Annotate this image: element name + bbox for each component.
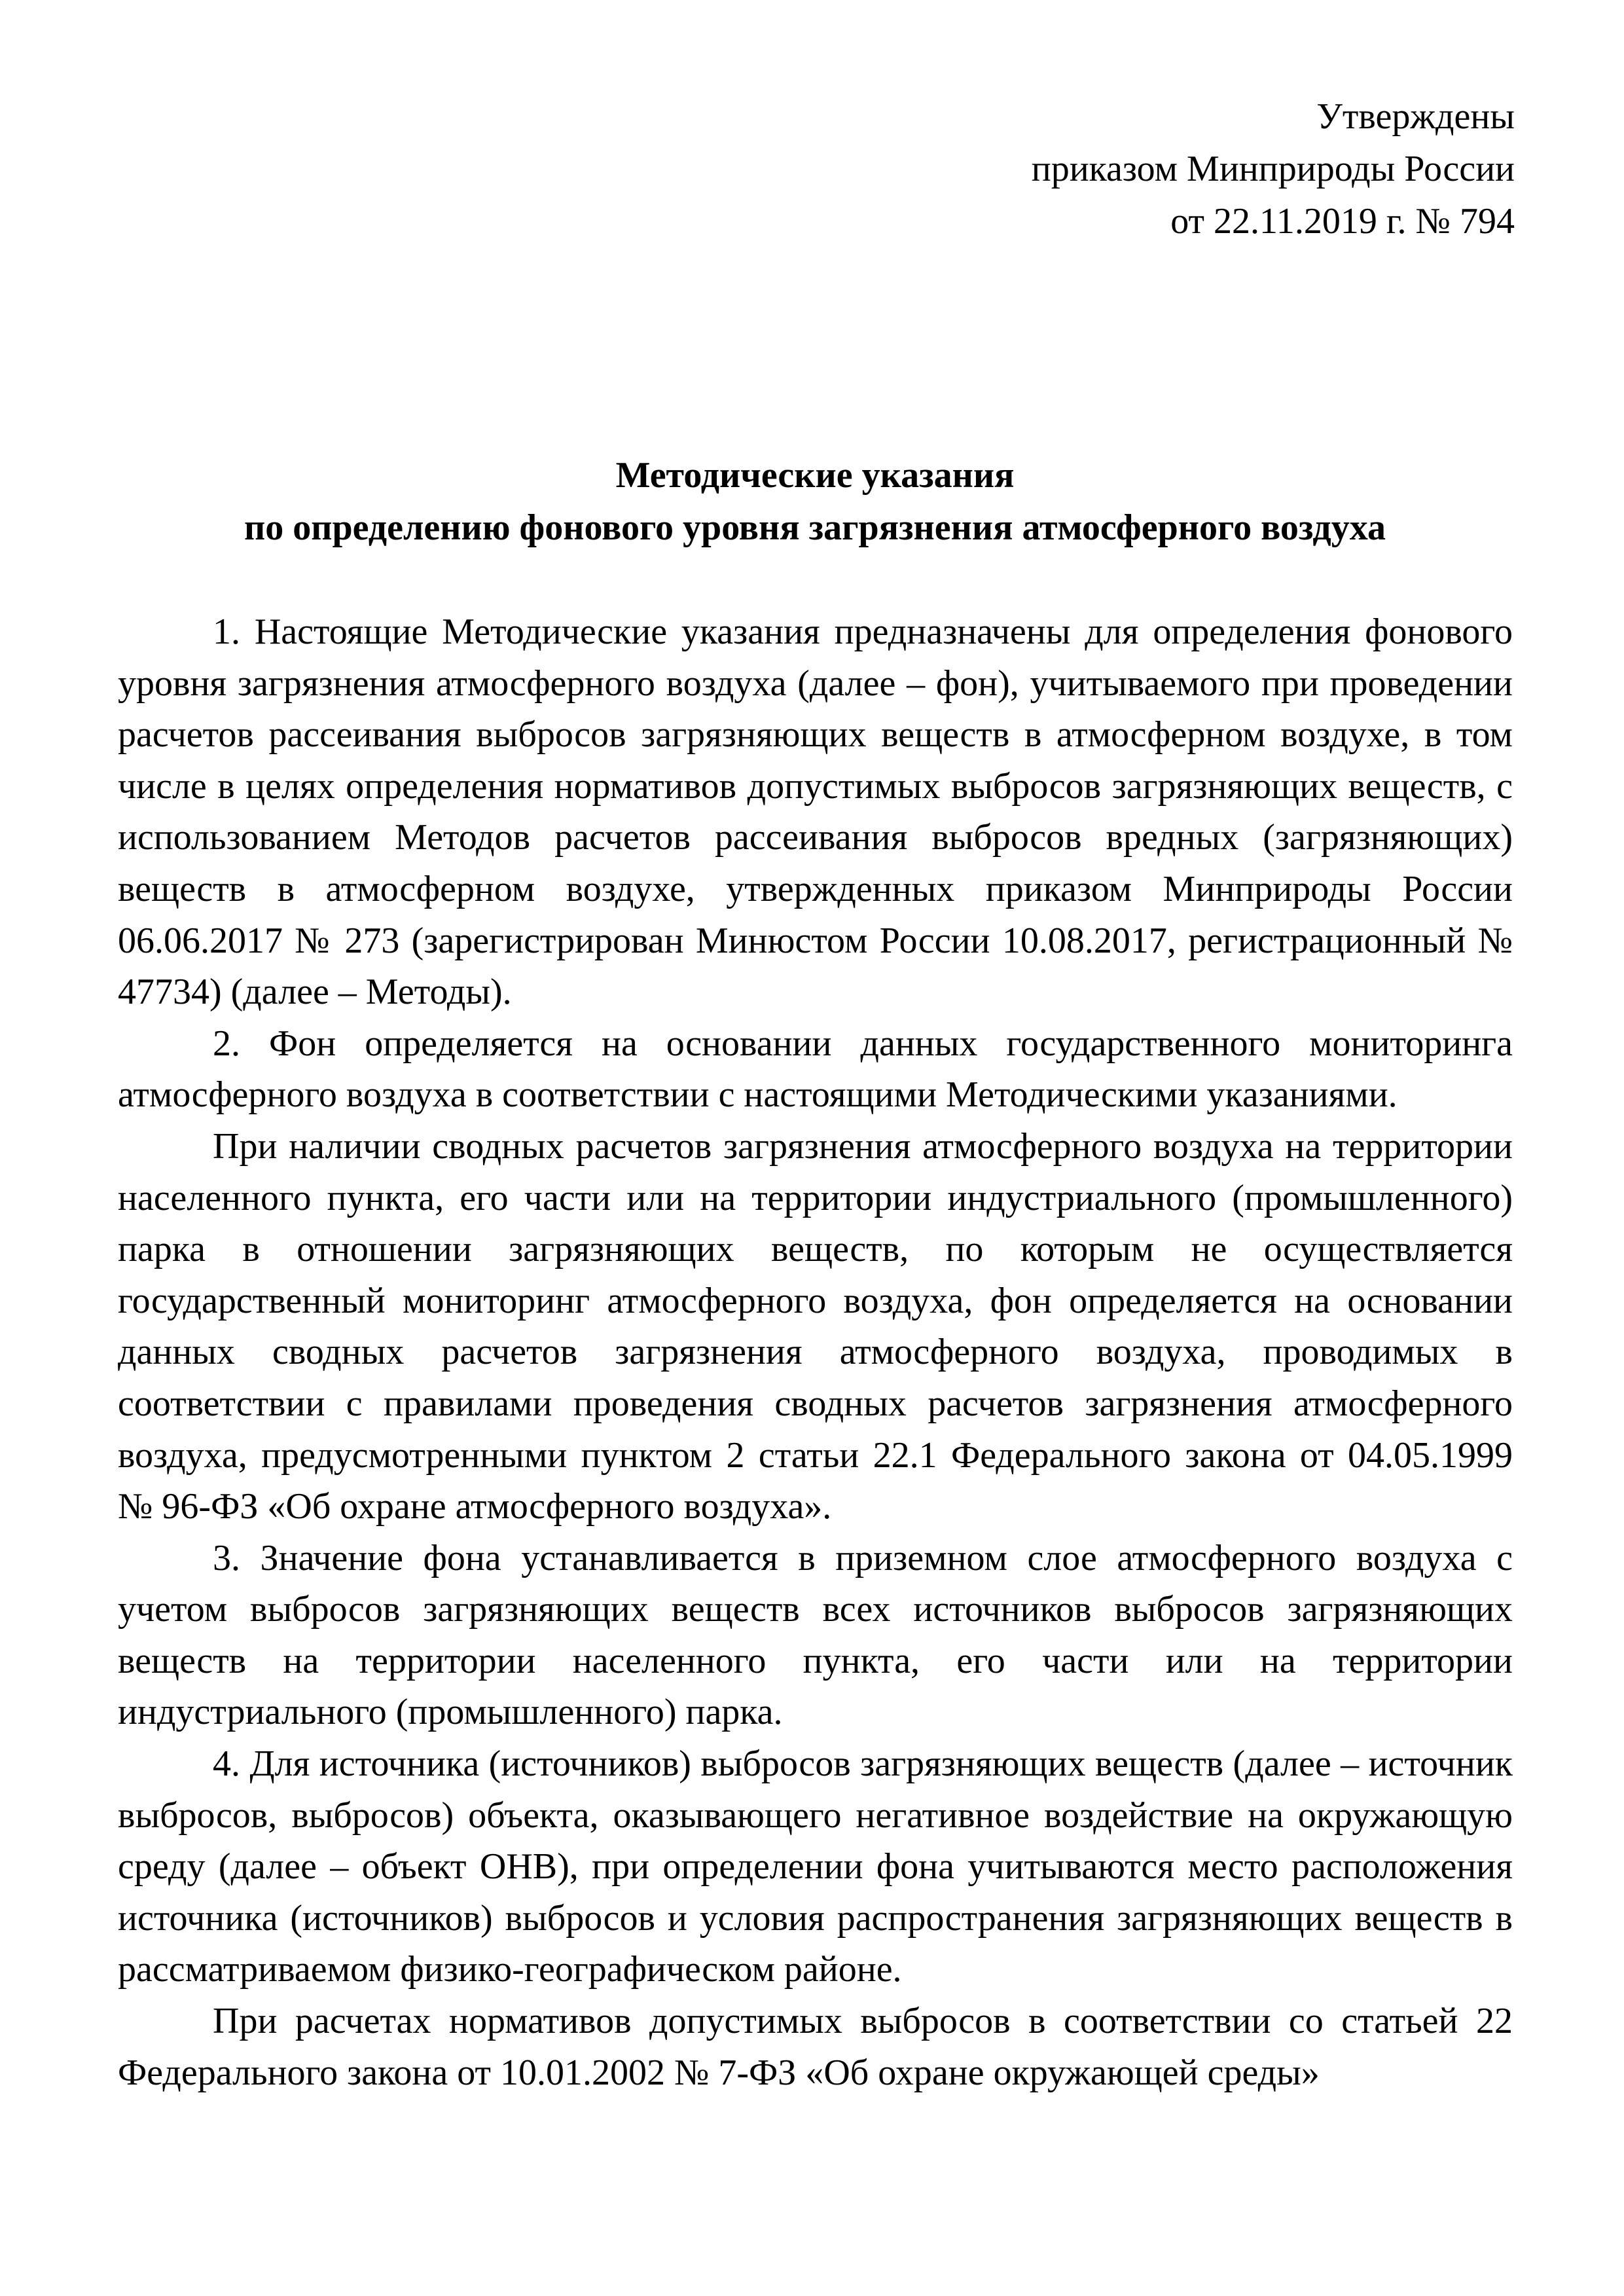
approval-line-approved: Утверждены — [1316, 96, 1515, 137]
paragraph-3: При наличии сводных расчетов загрязнения атмосферного воздуха на территории населенного пункта, его части или на территории индустриального (промышленного) парка в отношении загрязняющих веществ, по которым не осуществляется государственный мониторинг атмосферного воздуха, фон определяется на основании данных сводных расчетов загрязнения атмосферного воздуха, проводимых в соответствии с правилами проведения сводных расчетов загрязнения атмосферного воздуха, предусмотренными пунктом 2 статьи 22.1 Федерального закона от 04.05.1999 № 96-ФЗ «Об охране атмосферного воздуха». — [118, 1125, 1513, 1527]
paragraph-6: При расчетах нормативов допустимых выбросов в соответствии со статьей 22 Федерального закона от 10.01.2002 № 7-ФЗ «Об охране окружающей среды» — [118, 2001, 1513, 2093]
title-line-2: по определению фонового уровня загрязнения атмосферного воздуха — [244, 507, 1386, 548]
paragraph-5: 4. Для источника (источников) выбросов загрязняющих веществ (далее – источник выбросов, выбросов) объекта, оказывающего негативное воздействие на окружающую среду (далее – объект ОНВ), при определении фона учитываются место расположения источника (источников) выбросов и условия распространения загрязняющих веществ в рассматриваемом физико-географическом районе. — [118, 1743, 1513, 1990]
approval-line-date: от 22.11.2019 г. № 794 — [1170, 201, 1515, 242]
title-line-1: Методические указания — [615, 455, 1015, 496]
document-title — [118, 449, 1512, 554]
approval-stamp — [1032, 90, 1515, 247]
paragraph-2: 2. Фон определяется на основании данных государственного мониторинга атмосферного воздуха в соответствии с настоящими Методическими указаниями. — [118, 1023, 1513, 1116]
document-body — [118, 606, 1513, 2098]
paragraph-4: 3. Значение фона устанавливается в приземном слое атмосферного воздуха с учетом выбросов загрязняющих веществ всех источников выбросов загрязняющих веществ на территории населенного пункта, его части или на территории индустриального (промышленного) парка. — [118, 1537, 1513, 1733]
paragraph-1: 1. Настоящие Методические указания предназначены для определения фонового уровня загрязнения атмосферного воздуха (далее – фон), учитываемого при проведении расчетов рассеивания выбросов загрязняющих веществ в атмосферном воздухе, в том числе в целях определения нормативов допустимых выбросов загрязняющих веществ, с использованием Методов расчетов рассеивания выбросов вредных (загрязняющих) веществ в атмосферном воздухе, утвержденных приказом Минприроды России 06.06.2017 № 273 (зарегистрирован Минюстом России 10.08.2017, регистрационный № 47734) (далее – Методы). — [118, 611, 1513, 1013]
approval-line-order: приказом Минприроды России — [1031, 149, 1515, 189]
